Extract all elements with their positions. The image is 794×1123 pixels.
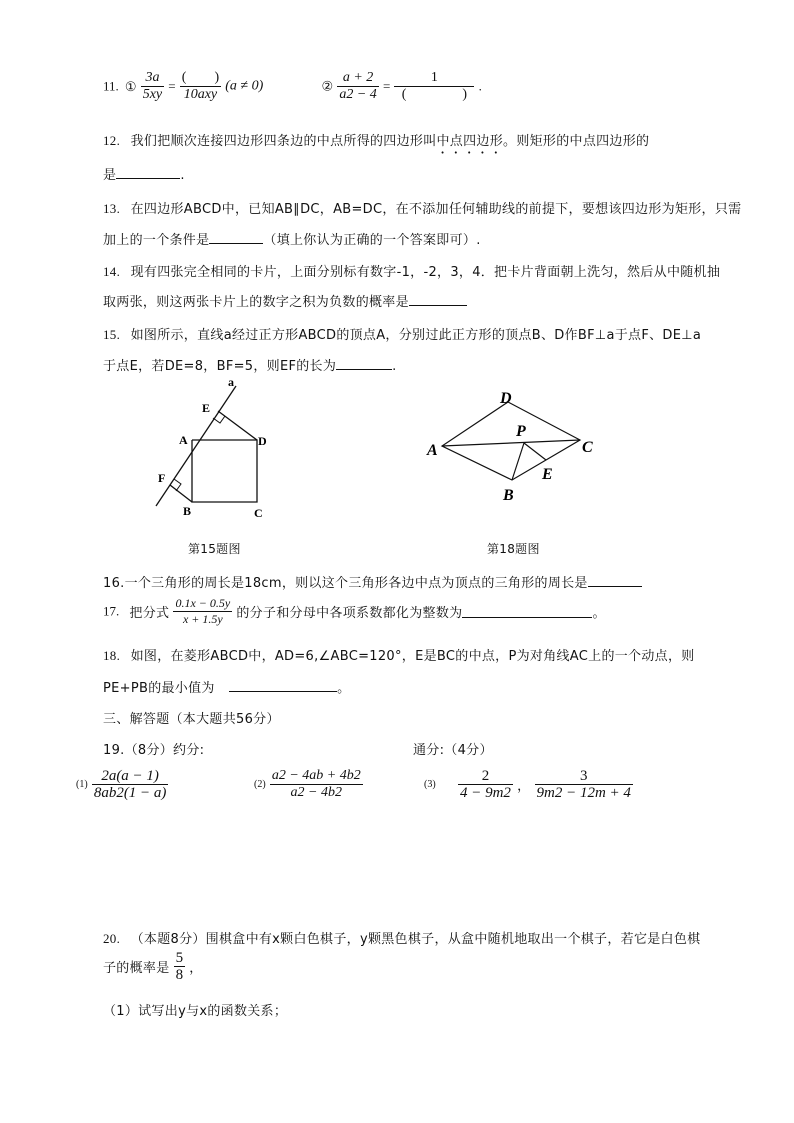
fig15-label-a: a xyxy=(228,375,234,389)
question-16: 16.一个三角形的周长是18cm，则以这个三角形各边中点为顶点的三角形的周长是 xyxy=(103,572,642,591)
figure-15-caption: 第15题图 xyxy=(188,542,241,556)
q19-part-1: (1) $\frac{2a(a - 1)}{8ab2(1 - a)}$ xyxy=(76,768,167,801)
question-14-line-2: 取两张，则这两张卡片上的数字之积为负数的概率是 xyxy=(103,291,467,310)
q13-number: 13. xyxy=(103,201,121,216)
q17-number: 17. xyxy=(103,603,120,619)
fig15-label-c: C xyxy=(254,506,263,520)
question-13-line-2: 加上的一个条件是 （填上你认为正确的一个答案即可）. xyxy=(103,233,481,248)
fig15-label-e: E xyxy=(202,401,211,415)
q19-part-2: (2) $\frac{a2 - 4ab + 4b2}{a2 - 4b2}$ xyxy=(254,768,361,800)
q19-fraction-3a: $\frac{2}{4 - 9m2}$ xyxy=(459,768,511,801)
q11-fraction-4: $\frac{1}{( )}$ xyxy=(394,70,474,103)
fig15-label-d: D xyxy=(258,434,267,448)
q19-fraction-3b: $\frac{3}{9m2 - 12m + 4}$ xyxy=(536,768,631,801)
q11-fraction-2: $\frac{( )}{\text{10axy}}$ xyxy=(181,70,220,102)
q11-fraction-1: $\frac{3a}{5xy}$ xyxy=(142,70,163,102)
fig18-label-d: D xyxy=(500,390,512,407)
figure-18-caption: 第18题图 xyxy=(487,542,540,556)
q11-fraction-3: $\frac{a + 2}{a2 - 4}$ xyxy=(339,70,377,102)
question-13-line-1: 13. 在四边形ABCD中，已知AB∥DC，AB=DC，在不添加任何辅助线的前提下，要想该四边形为矩形，只需 xyxy=(103,201,742,217)
question-15-line-2: 于点E，若DE=8，BF=5，则EF的长为 . xyxy=(103,359,397,374)
q11-condition: (a ≠ 0) xyxy=(225,78,264,94)
fig18-label-a: A xyxy=(427,442,438,459)
q12-answer-blank[interactable] xyxy=(116,166,180,179)
question-18-line-2: PE+PB的最小值为 。 xyxy=(103,681,351,696)
fig15-segment-de xyxy=(218,411,257,440)
question-19-head: 19.（8分）约分: xyxy=(103,743,205,758)
figure-15 xyxy=(150,372,290,522)
q12-number: 12. xyxy=(103,133,121,148)
q20-fraction: $\frac{5}{8}$ xyxy=(175,950,184,983)
question-19-head-2: 通分:（4分） xyxy=(413,743,493,758)
fig18-label-b: B xyxy=(503,487,514,504)
question-18-line-1: 18. 如图，在菱形ABCD中，AD=6,∠ABC=120°，E是BC的中点，P为对角线AC上的一个动点，则 xyxy=(103,648,695,664)
question-15-line-1: 15. 如图所示，直线a经过正方形ABCD的顶点A，分别过此正方形的顶点B、D作BF⊥a于点F、DE⊥a xyxy=(103,327,702,343)
question-20-line-2: 子的概率是 $\frac{5}{8}$ ， xyxy=(103,950,203,983)
question-14-line-1: 14. 现有四张完全相同的卡片，上面分别标有数字-1，-2，3，4．把卡片背面朝上洗匀，然后从中随机抽 xyxy=(103,264,721,280)
question-11: 11. ① $\frac{3a}{5xy}$ = $\frac{( )}{\text{10axy}}$ (a ≠ 0) ② $\frac{a + 2}{a2 - 4}$ = $\frac{1}{( )}$ . xyxy=(103,70,482,102)
q17-answer-blank[interactable] xyxy=(462,605,592,618)
fig15-label-b: B xyxy=(183,504,192,518)
q18-answer-blank[interactable] xyxy=(229,679,337,692)
q19-fraction-2: $\frac{a2 - 4ab + 4b2}{a2 - 4b2}$ xyxy=(271,768,361,800)
q20-number: 20. xyxy=(103,931,121,946)
q11-part2-label: ② xyxy=(321,78,334,94)
fig18-label-p: P xyxy=(516,423,526,440)
q14-answer-blank[interactable] xyxy=(409,293,467,306)
question-20-sub-1: （1）试写出y与x的函数关系； xyxy=(103,1004,288,1019)
q12-term: 中点四边形 xyxy=(436,134,504,149)
fig15-segment-bf xyxy=(170,485,192,502)
fig18-label-c: C xyxy=(582,439,593,456)
question-12-line-1: 12. 我们把顺次连接四边形四条边的中点所得的四边形叫中点四边形。则矩形的中点四边形的 xyxy=(103,133,650,149)
q19-fraction-1: $\frac{2a(a - 1)}{8ab2(1 - a)}$ xyxy=(93,768,167,801)
q11-number: 11. xyxy=(103,78,119,94)
fig15-line-a xyxy=(156,386,236,506)
section-3-title: 三、解答题（本大题共56分） xyxy=(103,712,280,727)
fig15-label-a-vertex: A xyxy=(179,433,188,447)
q13-answer-blank[interactable] xyxy=(209,231,263,244)
fig18-diagonal-ac xyxy=(442,440,580,446)
q19-part-3: (3) $\frac{2}{4 - 9m2}$ ， $\frac{3}{9m2 - 12m + 4}$ xyxy=(424,768,631,801)
q16-answer-blank[interactable] xyxy=(588,574,642,587)
question-17: 17. 把分式 $\frac{0.1x - 0.5y}{x + 1.5y}$ 的分子和分母中各项系数都化为整数为 。 xyxy=(103,596,606,626)
q14-number: 14. xyxy=(103,264,121,279)
q15-answer-blank[interactable] xyxy=(336,357,392,370)
q11-part1-label: ① xyxy=(124,78,137,94)
fig15-label-f: F xyxy=(158,471,166,485)
q15-number: 15. xyxy=(103,327,121,342)
fig18-segment-pe xyxy=(524,443,546,460)
fig18-label-e: E xyxy=(542,466,553,483)
q18-number: 18. xyxy=(103,648,121,663)
q17-fraction: $\frac{0.1x - 0.5y}{x + 1.5y}$ xyxy=(175,596,231,626)
question-20-line-1: 20. （本题8分）围棋盒中有x颗白色棋子，y颗黑色棋子，从盒中随机地取出一个棋子，若它是白色棋 xyxy=(103,931,701,947)
figure-18 xyxy=(420,384,610,508)
fig15-square xyxy=(192,440,257,502)
question-12-line-2: 是 . xyxy=(103,168,185,183)
